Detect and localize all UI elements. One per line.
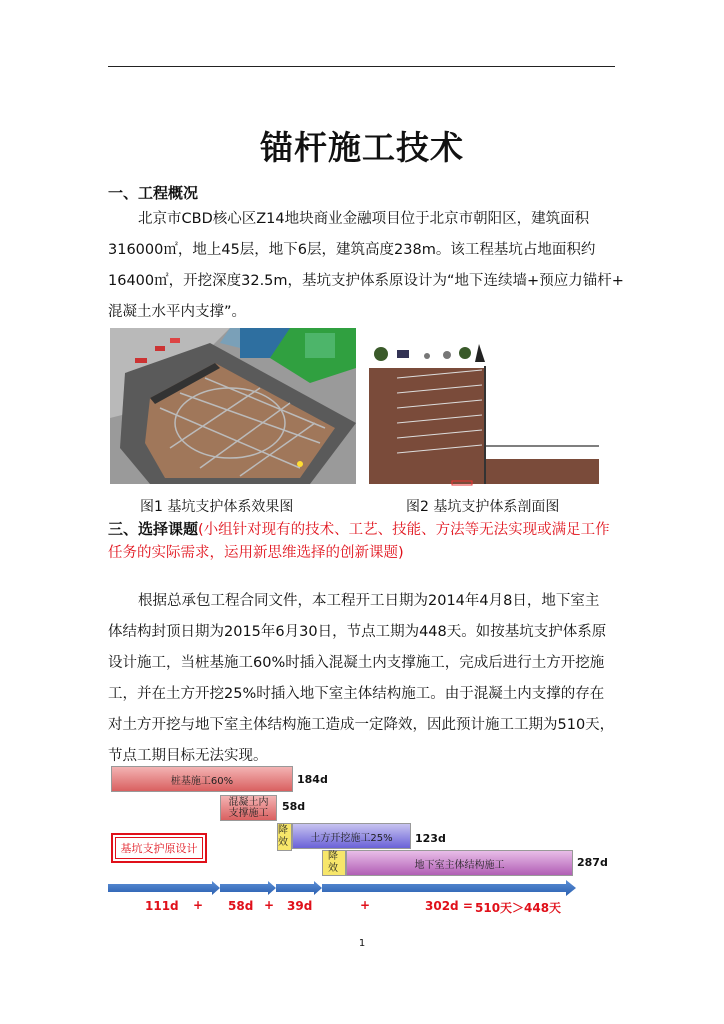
sum-excavation: 39d	[287, 899, 313, 913]
section1-line-4: 混凝土水平内支撑”。	[108, 304, 247, 320]
section1-line-2: 316000㎡，地上45层，地下6层，建筑高度238m。该工程基坑占地面积约	[108, 242, 596, 258]
gantt-duration-pile: 184d	[297, 773, 328, 786]
gantt-bar-excavation: 土方开挖施工25%	[292, 823, 411, 849]
body-line-3: 设计施工，当桩基施工60%时插入混凝土内支撑施工，完成后进行土方开挖施	[108, 655, 605, 671]
body-line-5: 对土方开挖与地下室主体结构施工造成一定降效，因此预计施工工期为510天，	[108, 717, 615, 733]
section3-heading: 三、选择课题	[108, 520, 199, 538]
original-design-stamp: 基坑支护原设计	[111, 833, 207, 863]
section3-note-2: 任务的实际需求，运用新思维选择的创新课题)	[108, 545, 404, 561]
sum-pile: 111d	[145, 899, 179, 913]
header-rule	[108, 66, 615, 67]
section1-line-3: 16400㎡，开挖深度32.5m，基坑支护体系原设计为“地下连续墙+预应力锚杆+	[108, 273, 624, 289]
sum-structure: 302d =	[425, 899, 473, 913]
section3-note-1: (小组针对现有的技术、工艺、技能、方法等无法实现或满足工作	[198, 522, 610, 538]
figure-1-caption: 图1 基坑支护体系效果图	[140, 499, 294, 515]
section1-heading: 一、工程概况	[108, 184, 199, 202]
body-paragraph	[108, 586, 618, 772]
gantt-duration-support: 58d	[282, 800, 306, 813]
figure-2-image	[367, 336, 599, 486]
sum-total: 510天	[475, 901, 513, 915]
timeline-arrows	[108, 880, 578, 896]
gantt-tag-reduced-2: 降效	[322, 850, 346, 876]
body-line-4: 工，并在土方开挖25%时插入地下室主体结构施工。由于混凝土内支撑的存在	[108, 686, 605, 702]
gantt-duration-structure: 287d	[577, 856, 608, 869]
sum-plus-2: +	[264, 898, 275, 912]
sum-plus-1: +	[193, 898, 204, 912]
gantt-duration-excavation: 123d	[415, 832, 446, 845]
section1-paragraph	[108, 204, 624, 328]
gantt-bar-support: 混凝土内支撑施工	[220, 795, 277, 821]
section1-line-1: 北京市CBD核心区Z14地块商业金融项目位于北京市朝阳区，建筑面积	[138, 211, 590, 227]
page-number: 1	[358, 938, 366, 949]
section3-block	[108, 518, 618, 565]
figure-2-caption: 图2 基坑支护体系剖面图	[406, 499, 560, 515]
sum-support: 58d	[228, 899, 254, 913]
page-title: 锚杆施工技术	[260, 128, 464, 167]
gantt-bar-structure: 地下室主体结构施工	[346, 850, 573, 876]
sum-plus-3: +	[360, 898, 371, 912]
body-line-2: 体结构封顶日期为2015年6月30日，节点工期为448天。如按基坑支护体系原	[108, 624, 607, 640]
body-line-6: 节点工期目标无法实现。	[108, 748, 268, 764]
body-line-1: 根据总承包工程合同文件，本工程开工日期为2014年4月8日，地下室主	[138, 593, 600, 609]
sum-comparison: ＞448天	[512, 901, 562, 915]
gantt-bar-pile: 桩基施工60%	[111, 766, 293, 792]
figure-1-image	[110, 328, 356, 484]
gantt-tag-reduced-1: 降效	[277, 823, 292, 851]
